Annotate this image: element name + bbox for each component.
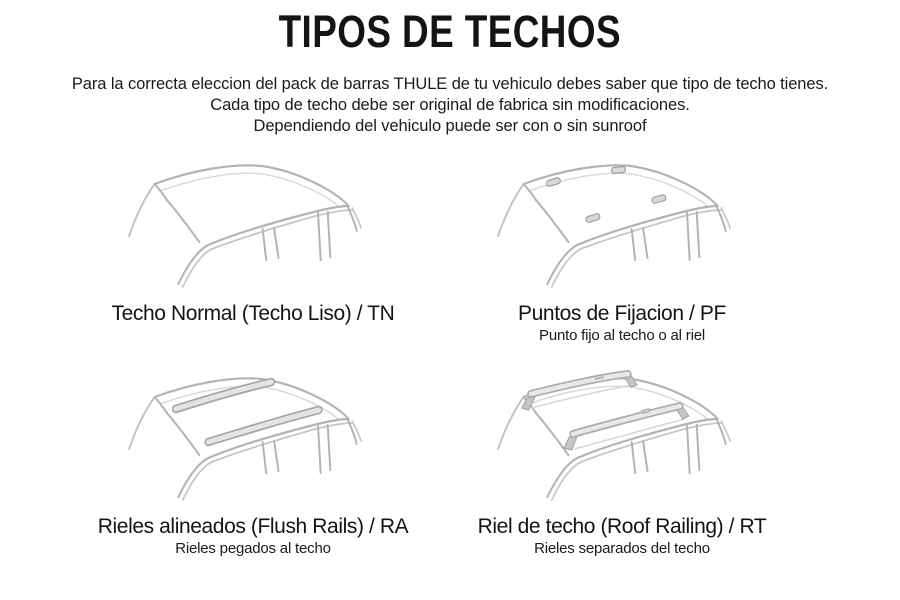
intro-line-2: Cada tipo de techo debe ser original de fabrica sin modificaciones. [210, 96, 690, 114]
roof-type-label: Puntos de Fijacion / PF [518, 302, 726, 325]
fixed-point-roof-illustration [477, 150, 767, 300]
roof-type-label: Techo Normal (Techo Liso) / TN [111, 302, 395, 325]
roof-type-sublabel: Rieles pegados al techo [175, 540, 331, 557]
intro-line-3: Dependiendo del vehiculo puede ser con o sin sunroof [253, 117, 647, 135]
intro-text [0, 74, 900, 137]
roof-type-card-techo-normal [63, 150, 443, 326]
roof-type-card-puntos-fijacion [432, 150, 812, 344]
page-title: TIPOS DE TECHOS [278, 6, 622, 57]
flush-rails-roof-illustration [108, 363, 398, 513]
roof-type-card-flush-rails [63, 363, 443, 557]
roof-railing-roof-illustration [477, 363, 767, 513]
roof-type-sublabel: Punto fijo al techo o al riel [539, 327, 705, 344]
roof-type-sublabel: Rieles separados del techo [534, 540, 710, 557]
roof-type-label: Riel de techo (Roof Railing) / RT [477, 515, 767, 538]
roof-type-label: Rieles alineados (Flush Rails) / RA [97, 515, 409, 538]
smooth-roof-illustration [108, 150, 398, 300]
intro-line-1: Para la correcta eleccion del pack de barras THULE de tu vehiculo debes saber que tipo de techo tienes. [71, 75, 829, 93]
roof-type-card-roof-railing [432, 363, 812, 557]
title-bar [0, 6, 900, 62]
